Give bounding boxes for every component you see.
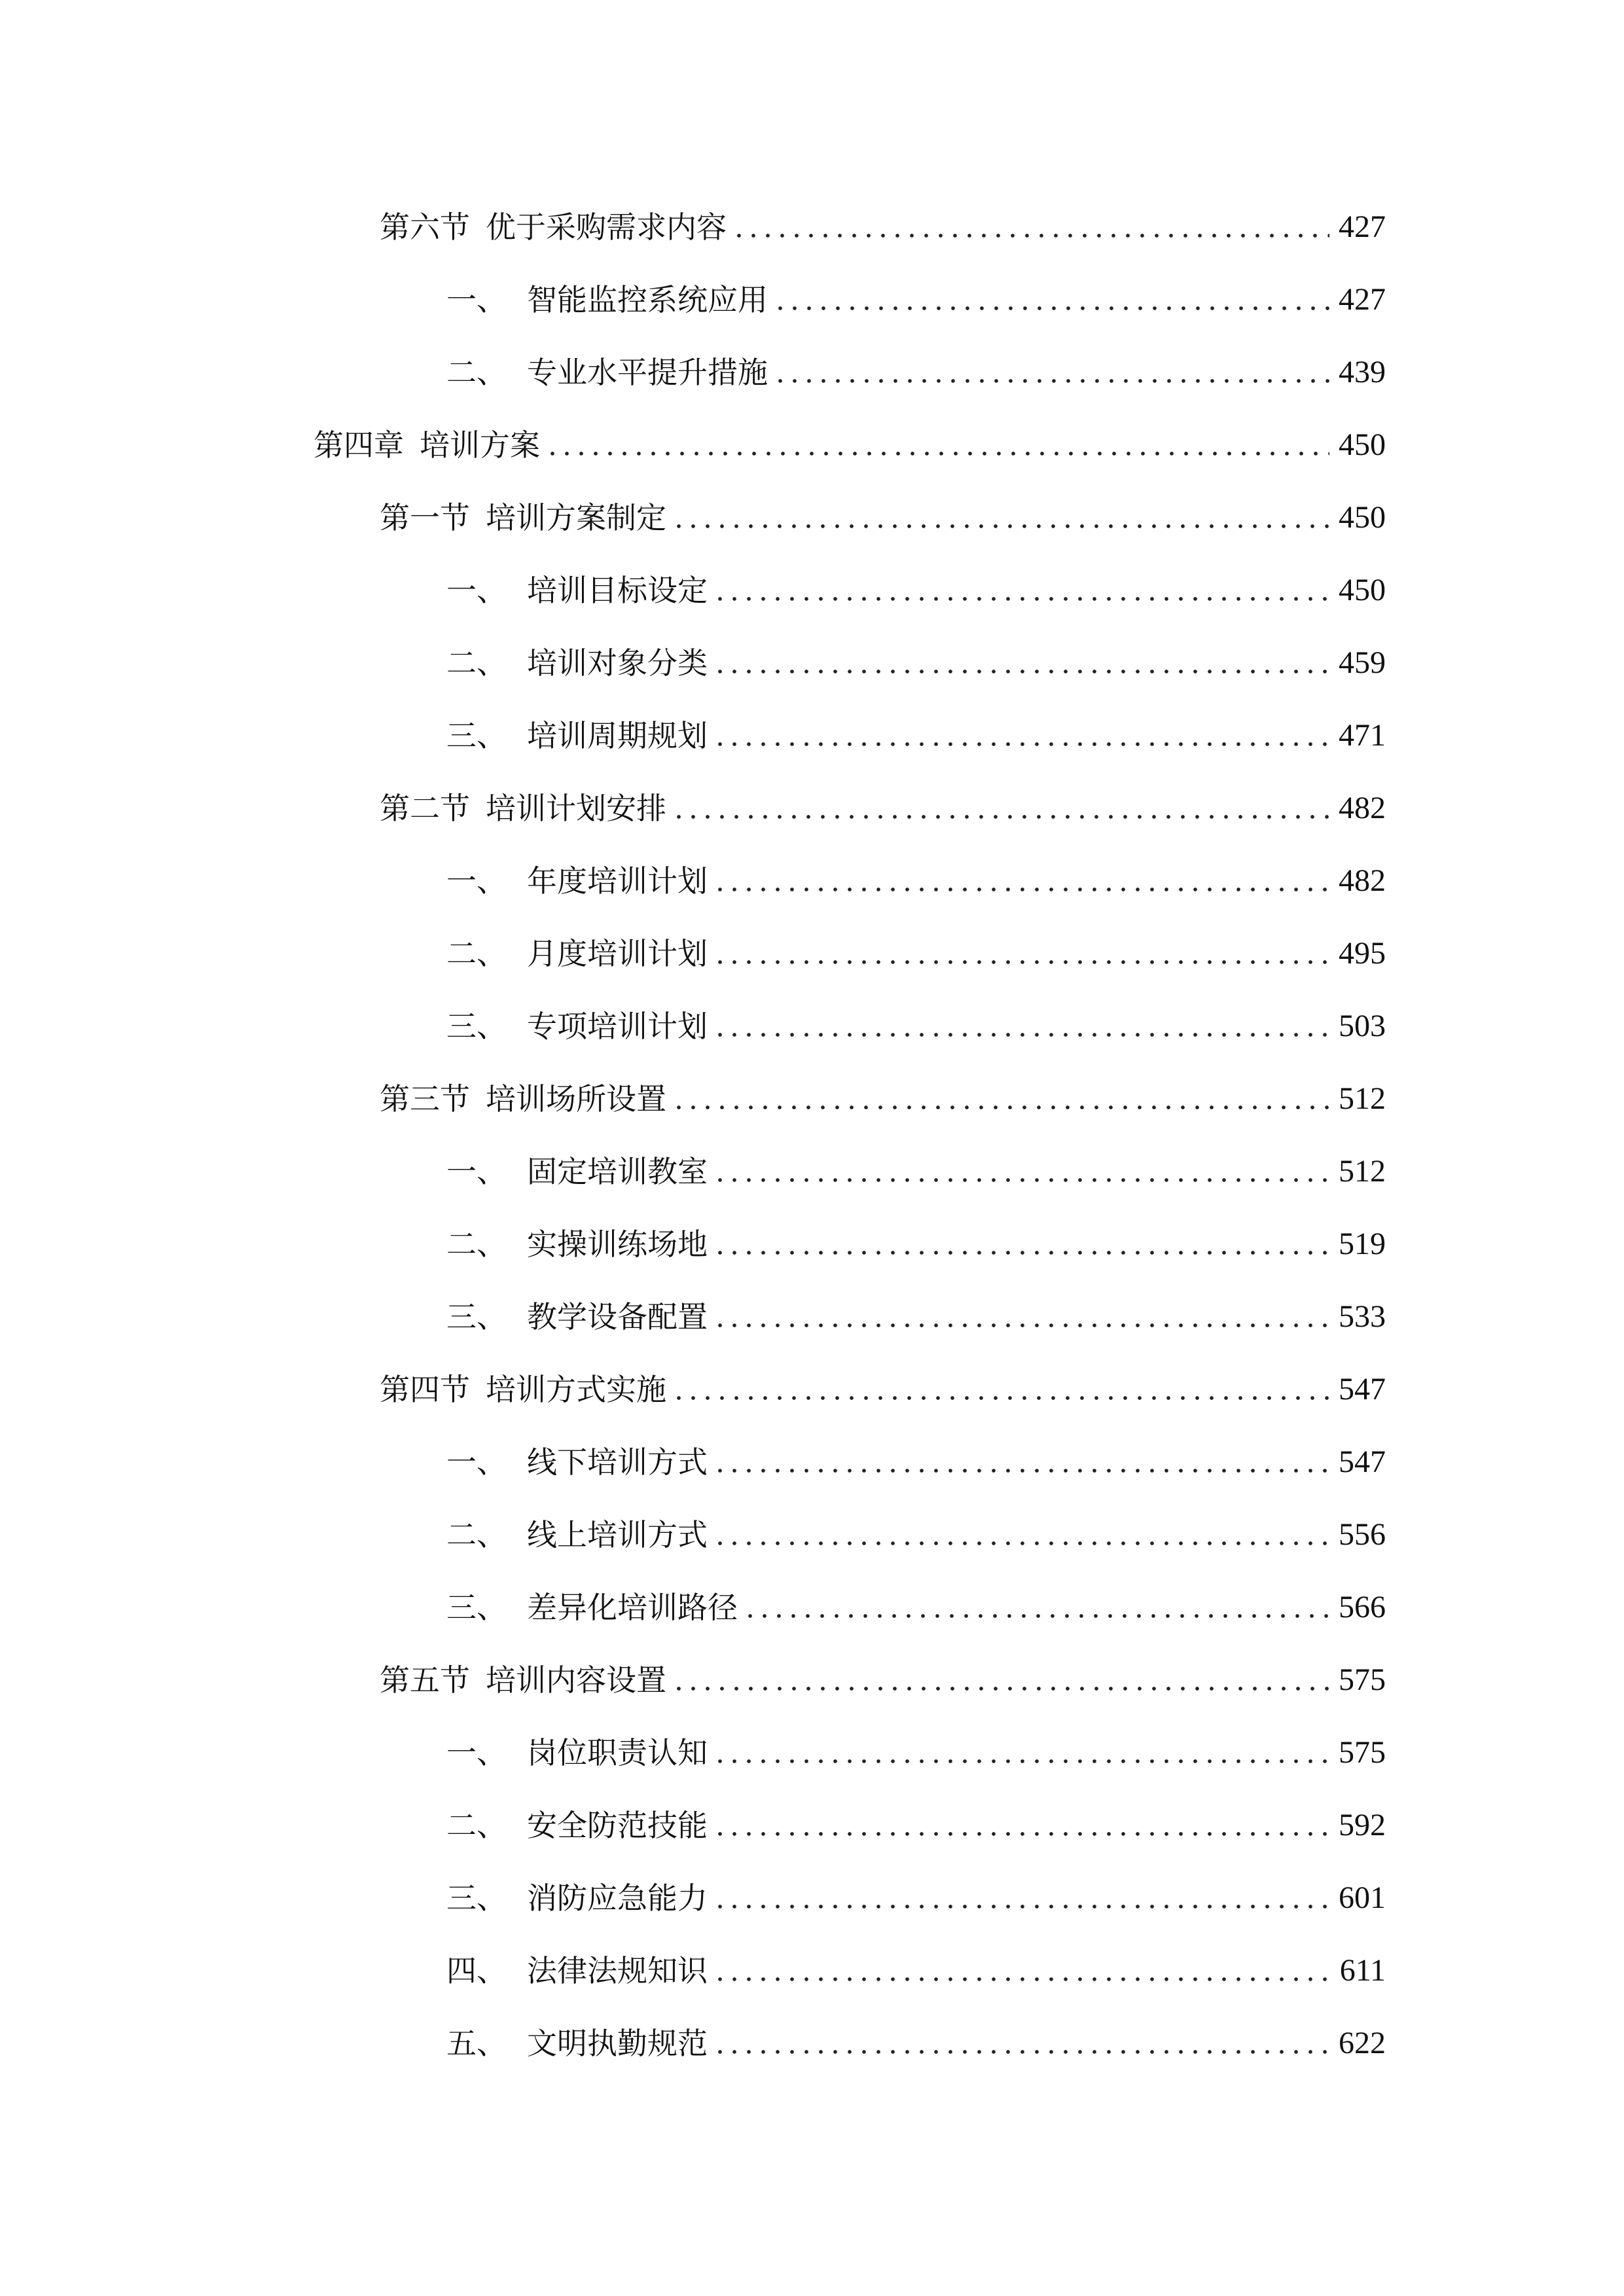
toc-entry-page: 592 (1339, 1808, 1386, 1842)
dot-leader (713, 1757, 1329, 1765)
dot-leader (672, 1103, 1329, 1111)
toc-entry-page: 575 (1339, 1735, 1386, 1770)
toc-entry-page: 471 (1339, 718, 1386, 753)
toc-entry[interactable] (380, 1076, 1386, 1122)
toc-entry[interactable] (314, 422, 1386, 468)
dot-leader (732, 232, 1329, 240)
toc-entry[interactable] (446, 2020, 1386, 2066)
dot-leader (713, 1321, 1329, 1329)
toc-entry-page: 575 (1339, 1662, 1386, 1697)
toc-entry[interactable] (446, 1585, 1386, 1630)
dot-leader (713, 1830, 1329, 1838)
toc-entry-number: 三、 (446, 1299, 507, 1335)
toc-entry-title: 文明执勤规范 (527, 2026, 708, 2061)
toc-entry-page: 439 (1339, 355, 1386, 389)
toc-entry-number: 第一节 (380, 500, 470, 535)
toc-entry-title: 法律法规知识 (527, 1953, 708, 1988)
toc-entry-page: 427 (1339, 209, 1386, 244)
toc-entry-page: 427 (1339, 282, 1386, 317)
toc-entry-page: 459 (1339, 645, 1386, 680)
dot-leader (713, 1176, 1329, 1184)
toc-entry-page: 482 (1339, 791, 1386, 825)
toc-entry-title: 智能监控系统应用 (527, 282, 768, 317)
toc-entry-title: 差异化培训路径 (527, 1590, 738, 1625)
toc-entry-title: 消防应急能力 (527, 1880, 708, 1916)
toc-entry-page: 503 (1339, 1009, 1386, 1043)
toc-entry-number: 四、 (446, 1953, 507, 1988)
toc-entry-title: 培训目标设定 (527, 573, 708, 608)
toc-entry[interactable] (446, 1003, 1386, 1049)
toc-entry-title: 培训计划安排 (486, 791, 666, 826)
toc-entry-title: 培训方式实施 (486, 1372, 666, 1407)
dot-leader (773, 304, 1329, 312)
toc-entry[interactable] (446, 1875, 1386, 1921)
dot-leader (713, 1539, 1329, 1547)
toc-entry[interactable] (446, 931, 1386, 977)
toc-entry-title: 专业水平提升措施 (527, 355, 768, 390)
dot-leader (713, 1903, 1329, 1910)
toc-entry-number: 二、 (446, 1808, 507, 1843)
toc-entry-title: 教学设备配置 (527, 1299, 708, 1335)
toc-entry[interactable] (380, 204, 1386, 250)
dot-leader (743, 1612, 1329, 1620)
toc-entry-page: 519 (1339, 1227, 1386, 1261)
toc-entry-number: 一、 (446, 1735, 507, 1770)
toc-entry-title: 培训周期规划 (527, 718, 708, 753)
toc-entry-page: 601 (1339, 1880, 1386, 1915)
toc-entry[interactable] (380, 785, 1386, 831)
dot-leader (713, 1031, 1329, 1039)
toc-entry[interactable] (446, 1294, 1386, 1340)
dot-leader (672, 1685, 1329, 1693)
toc-entry-number: 二、 (446, 355, 507, 390)
toc-entry-title: 安全防范技能 (527, 1808, 708, 1843)
toc-entry-title: 培训内容设置 (486, 1662, 666, 1698)
toc-entry[interactable] (446, 350, 1386, 395)
toc-entry-title: 固定培训教室 (527, 1154, 708, 1189)
toc-entry[interactable] (446, 1439, 1386, 1485)
toc-entry-number: 一、 (446, 282, 507, 317)
toc-entry-page: 512 (1339, 1081, 1386, 1116)
toc-entry-title: 培训方案 (420, 427, 540, 463)
toc-entry-number: 一、 (446, 1444, 507, 1480)
toc-entry[interactable] (446, 567, 1386, 613)
toc-entry-number: 三、 (446, 1590, 507, 1625)
toc-entry-page: 512 (1339, 1154, 1386, 1189)
toc-entry-page: 450 (1339, 427, 1386, 462)
toc-entry[interactable] (446, 640, 1386, 686)
toc-entry-number: 二、 (446, 1517, 507, 1552)
toc-entry[interactable] (446, 1221, 1386, 1267)
toc-entry-title: 培训场所设置 (486, 1081, 666, 1117)
dot-leader (545, 450, 1329, 457)
toc-entry-number: 二、 (446, 645, 507, 681)
toc-entry-page: 450 (1339, 573, 1386, 607)
toc-entry-title: 优于采购需求内容 (486, 209, 727, 245)
toc-entry-number: 一、 (446, 863, 507, 899)
toc-entry-title: 年度培训计划 (527, 863, 708, 899)
toc-entry-number: 五、 (446, 2026, 507, 2061)
toc-entry-number: 第五节 (380, 1662, 470, 1698)
dot-leader (713, 886, 1329, 893)
dot-leader (672, 813, 1329, 821)
toc-entry-title: 培训对象分类 (527, 645, 708, 681)
toc-entry-page: 482 (1339, 863, 1386, 898)
toc-entry-number: 一、 (446, 573, 507, 608)
toc-entry-number: 第四章 (314, 427, 404, 463)
toc-entry-title: 线下培训方式 (527, 1444, 708, 1480)
toc-entry[interactable] (446, 1948, 1386, 1994)
toc-entry-title: 线上培训方式 (527, 1517, 708, 1552)
dot-leader (713, 595, 1329, 603)
dot-leader (713, 1467, 1329, 1475)
dot-leader (713, 740, 1329, 748)
toc-entry-number: 第四节 (380, 1372, 470, 1407)
toc-entry-number: 二、 (446, 1227, 507, 1262)
toc-entry-title: 岗位职责认知 (527, 1735, 708, 1770)
toc-entry-number: 三、 (446, 1880, 507, 1916)
toc-entry-page: 547 (1339, 1444, 1386, 1479)
toc-entry-title: 月度培训计划 (527, 936, 708, 971)
toc-entry-page: 450 (1339, 500, 1386, 535)
toc-entry-number: 三、 (446, 718, 507, 753)
toc-entry-number: 第六节 (380, 209, 470, 245)
toc-entry-page: 547 (1339, 1372, 1386, 1407)
toc-entry[interactable] (446, 1803, 1386, 1848)
toc-entry[interactable] (446, 713, 1386, 759)
toc-entry[interactable] (446, 858, 1386, 904)
toc-entry-number: 三、 (446, 1009, 507, 1044)
dot-leader (713, 1249, 1329, 1257)
toc-entry[interactable] (446, 277, 1386, 323)
toc-entry[interactable] (446, 1149, 1386, 1194)
toc-entry-page: 622 (1339, 2026, 1386, 2060)
toc-entry[interactable] (380, 495, 1386, 541)
dot-leader (672, 522, 1329, 530)
dot-leader (713, 958, 1329, 966)
dot-leader (713, 2048, 1329, 2056)
toc-entry[interactable] (446, 1512, 1386, 1558)
toc-entry-page: 495 (1339, 936, 1386, 971)
dot-leader (773, 377, 1329, 385)
toc-entry-page: 533 (1339, 1299, 1386, 1334)
toc-entry-page: 611 (1339, 1953, 1386, 1988)
toc-entry-title: 实操训练场地 (527, 1227, 708, 1262)
toc-entry-number: 一、 (446, 1154, 507, 1189)
toc-entry-page: 566 (1339, 1590, 1386, 1624)
dot-leader (672, 1394, 1329, 1402)
toc-entry-title: 专项培训计划 (527, 1009, 708, 1044)
toc-entry-number: 第二节 (380, 791, 470, 826)
toc-entry-title: 培训方案制定 (486, 500, 666, 535)
toc-entry-number: 第三节 (380, 1081, 470, 1117)
toc-entry[interactable] (380, 1657, 1386, 1703)
toc-entry-number: 二、 (446, 936, 507, 971)
dot-leader (713, 668, 1329, 675)
toc-entry-page: 556 (1339, 1517, 1386, 1552)
toc-entry[interactable] (380, 1367, 1386, 1412)
dot-leader (713, 1975, 1331, 1983)
toc-entry[interactable] (446, 1730, 1386, 1776)
